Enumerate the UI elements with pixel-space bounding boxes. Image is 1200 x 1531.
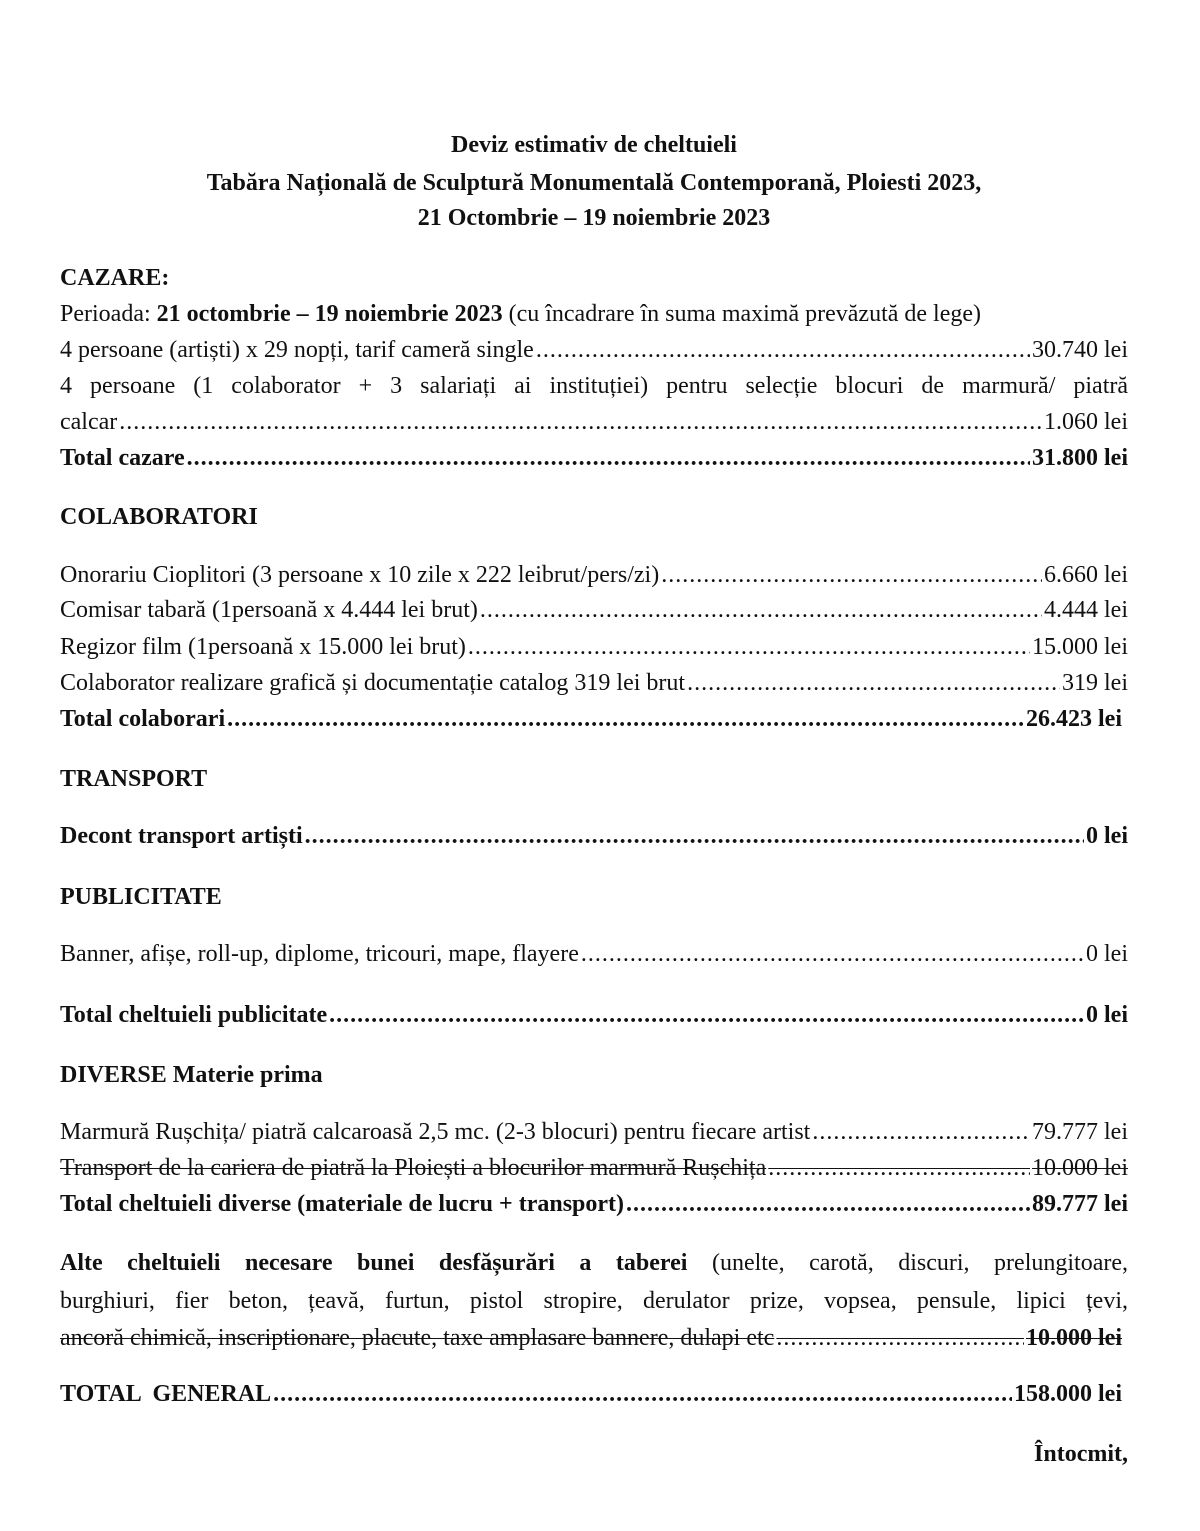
cazare-total xyxy=(60,440,1128,476)
item-label: Colaborator realizare grafică și documentație catalog 319 lei brut xyxy=(60,670,686,696)
item-label: Marmură Rușchița/ piatră calcaroasă 2,5 mc. (2-3 blocuri) pentru fiecare artist xyxy=(60,1119,811,1145)
leader-dots xyxy=(687,665,1060,701)
item-label: 4 persoane (artiști) x 29 nopți, tarif cameră single xyxy=(60,337,534,363)
cazare-item-selectie-line1: 4 persoane (1 colaborator + 3 salariați ai instituției) pentru selecție blocuri de marmură/ piatră xyxy=(60,373,1128,399)
leader-dots xyxy=(536,332,1030,368)
leader-dots xyxy=(329,997,1084,1033)
leader-dots xyxy=(626,1186,1030,1222)
section-heading-transport: TRANSPORT xyxy=(60,766,208,792)
section-heading-colaboratori: COLABORATORI xyxy=(60,504,258,530)
item-value: 0 lei xyxy=(1086,823,1128,849)
publicitate-item xyxy=(60,936,1128,972)
item-value: 10.000 lei xyxy=(1026,1325,1122,1351)
perioada-prefix: Perioada: xyxy=(60,301,157,327)
item-value: 15.000 lei xyxy=(1032,634,1128,660)
alte-bold-heading: Alte cheltuieli necesare bunei desfășurări a taberei xyxy=(60,1250,688,1276)
transport-item xyxy=(60,818,1128,854)
signature-label: Întocmit, xyxy=(1034,1441,1128,1467)
alte-line3 xyxy=(60,1320,1122,1356)
total-value: 0 lei xyxy=(1086,1002,1128,1028)
item-value: 79.777 lei xyxy=(1032,1119,1128,1145)
leader-dots xyxy=(480,592,1042,628)
item-label: Banner, afișe, roll-up, diplome, tricouri, mape, flayere xyxy=(60,941,579,967)
leader-dots xyxy=(227,701,1024,737)
total-general xyxy=(60,1376,1122,1412)
item-label: Transport de la cariera de piatră la Ploiești a blocurilor marmură Rușchița xyxy=(60,1155,767,1181)
colaboratori-item xyxy=(60,592,1128,628)
item-value: 30.740 lei xyxy=(1032,337,1128,363)
leader-dots xyxy=(119,404,1042,440)
section-heading-cazare: CAZARE: xyxy=(60,265,170,291)
leader-dots xyxy=(776,1320,1024,1356)
leader-dots xyxy=(273,1376,1012,1412)
item-label: ancoră chimică, inscriptionare, placute, taxe amplasare bannere, dulapi etc xyxy=(60,1325,775,1351)
leader-dots xyxy=(305,818,1084,854)
total-general-value: 158.000 lei xyxy=(1014,1381,1122,1407)
document-dates: 21 Octombrie – 19 noiembrie 2023 xyxy=(417,205,771,231)
diverse-total xyxy=(60,1186,1128,1222)
item-value: 4.444 lei xyxy=(1044,597,1128,623)
leader-dots xyxy=(187,440,1030,476)
total-value: 26.423 lei xyxy=(1026,706,1122,732)
item-label: Comisar tabară (1persoană x 4.444 lei brut) xyxy=(60,597,478,623)
item-value: 1.060 lei xyxy=(1044,409,1128,435)
leader-dots xyxy=(468,629,1030,665)
item-value: 10.000 lei xyxy=(1032,1155,1128,1181)
diverse-item-transport xyxy=(60,1150,1128,1186)
alte-line2: burghiuri, fier beton, țeavă, furtun, pistol stropire, derulator prize, vopsea, pensule, lipici țevi, xyxy=(60,1288,1128,1314)
publicitate-total xyxy=(60,997,1128,1033)
leader-dots xyxy=(581,936,1084,972)
leader-dots xyxy=(768,1150,1030,1186)
item-label: Decont transport artiști xyxy=(60,823,303,849)
item-value: 6.660 lei xyxy=(1044,562,1128,588)
cazare-item-artisti xyxy=(60,332,1128,368)
total-label: Total cheltuieli diverse (materiale de lucru + transport) xyxy=(60,1191,625,1217)
perioada-suffix: (cu încadrare în suma maximă prevăzută de lege) xyxy=(502,301,982,327)
item-label: calcar xyxy=(60,409,118,435)
total-label: Total cheltuieli publicitate xyxy=(60,1002,328,1028)
item-label: Onorariu Cioplitori (3 persoane x 10 zile x 222 leibrut/pers/zi) xyxy=(60,562,660,588)
cazare-item-selectie xyxy=(60,404,1128,440)
document-title: Deviz estimativ de cheltuieli xyxy=(451,132,737,158)
total-value: 31.800 lei xyxy=(1032,445,1128,471)
total-general-label: TOTAL GENERAL xyxy=(60,1381,272,1407)
item-value: 319 lei xyxy=(1062,670,1128,696)
total-label: Total colaborari xyxy=(60,706,226,732)
item-value: 0 lei xyxy=(1086,941,1128,967)
colaboratori-item xyxy=(60,629,1128,665)
total-value: 89.777 lei xyxy=(1032,1191,1128,1217)
diverse-item-marmura xyxy=(60,1114,1128,1150)
section-heading-diverse: DIVERSE Materie prima xyxy=(60,1062,323,1088)
alte-line1-rest: (unelte, carotă, discuri, prelungitoare, xyxy=(687,1250,1128,1276)
alte-line1 xyxy=(60,1245,1128,1282)
total-label: Total cazare xyxy=(60,445,185,471)
document-subtitle: Tabăra Națională de Sculptură Monumentală Contemporană, Ploiesti 2023, xyxy=(206,170,982,196)
leader-dots xyxy=(661,557,1042,593)
colaboratori-total xyxy=(60,701,1122,737)
perioada-dates: 21 octombrie – 19 noiembrie 2023 xyxy=(156,301,503,327)
leader-dots xyxy=(812,1114,1030,1150)
section-heading-publicitate: PUBLICITATE xyxy=(60,884,222,910)
item-label: Regizor film (1persoană x 15.000 lei brut) xyxy=(60,634,466,660)
cazare-perioada xyxy=(60,296,1128,333)
colaboratori-item xyxy=(60,665,1128,701)
colaboratori-item xyxy=(60,557,1128,593)
